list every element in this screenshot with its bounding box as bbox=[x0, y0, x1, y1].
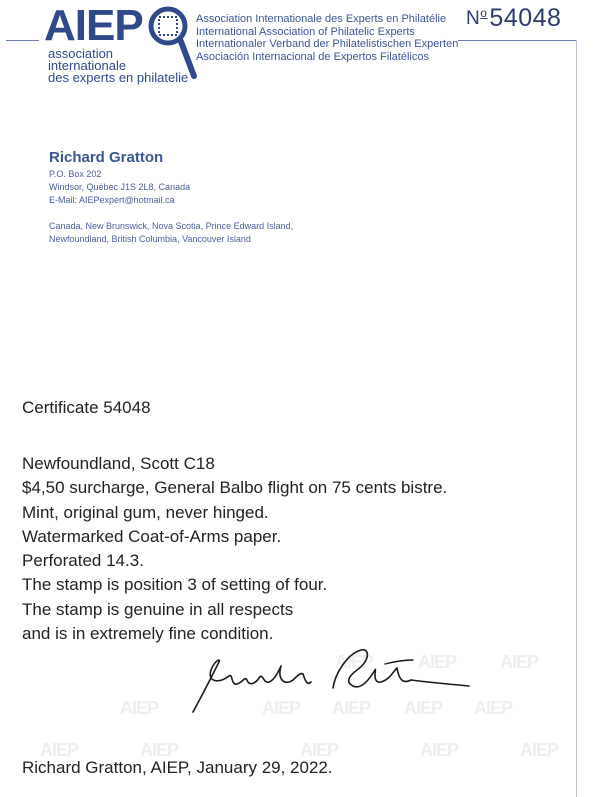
expert-address-line: P.O. Box 202 bbox=[49, 169, 102, 179]
watermark-mark: AIEP bbox=[332, 698, 371, 718]
certificate-body bbox=[22, 452, 447, 646]
association-name-de: Internationaler Verband der Philatelistischen Experten bbox=[196, 38, 459, 50]
watermark-mark: AIEP bbox=[500, 652, 539, 672]
certificate-number-value: 54048 bbox=[489, 4, 562, 32]
certificate-line: The stamp is genuine in all respects bbox=[22, 599, 294, 619]
header-rule-right bbox=[458, 40, 576, 41]
watermark-mark: AIEP bbox=[120, 698, 159, 718]
logo-wordmark: AIEP bbox=[44, 1, 143, 50]
certificate-number bbox=[466, 4, 561, 33]
certificate-line: Mint, original gum, never hinged. bbox=[22, 502, 269, 522]
handwritten-signature bbox=[185, 640, 475, 720]
expert-regions bbox=[49, 220, 293, 246]
association-name-es: Asociación Internacional de Expertos Filatélicos bbox=[196, 50, 429, 63]
number-prefix-o: o bbox=[480, 6, 488, 20]
logo-subtitle-line: internationale bbox=[48, 58, 127, 73]
expert-regions-line: Newfoundland, British Columbia, Vancouver Island bbox=[49, 234, 251, 244]
page-right-rule bbox=[576, 40, 577, 797]
association-name-fr: Association Internationale des Experts en Philatélie bbox=[196, 13, 447, 25]
watermark-mark: AIEP bbox=[262, 698, 301, 718]
certificate-line: $4,50 surcharge, General Balbo flight on 75 cents bistre. bbox=[22, 478, 448, 498]
expert-address bbox=[49, 168, 190, 207]
association-name-en: International Association of Philatelic Experts bbox=[196, 25, 415, 38]
certificate-footer: Richard Gratton, AIEP, January 29, 2022. bbox=[22, 758, 333, 777]
number-prefix: N bbox=[466, 8, 481, 29]
expert-address-line: Windsor, Québec J1S 2L8, Canada bbox=[49, 182, 191, 192]
logo-subtitle-line: des experts en philatelie bbox=[48, 70, 189, 85]
watermark-mark: AIEP bbox=[140, 740, 179, 760]
header-rule-left bbox=[6, 40, 39, 41]
aiep-logo bbox=[44, 1, 194, 85]
watermark-mark: AIEP bbox=[418, 652, 457, 672]
watermark-mark: AIEP bbox=[40, 740, 79, 760]
expert-name: Richard Gratton bbox=[49, 149, 164, 166]
watermark-mark: AIEP bbox=[300, 740, 339, 760]
expert-email: E-Mail: AIEPexpert@hotmail.ca bbox=[49, 195, 175, 205]
logo-subtitle-line: association bbox=[48, 46, 114, 61]
expert-regions-line: Canada, New Brunswick, Nova Scotia, Prince Edward Island, bbox=[49, 221, 294, 231]
certificate-line: and is in extremely fine condition. bbox=[22, 624, 274, 644]
certificate-line: Perforated 14.3. bbox=[22, 551, 144, 571]
watermark-mark: AIEP bbox=[420, 740, 459, 760]
certificate-line: Newfoundland, Scott C18 bbox=[22, 454, 215, 473]
watermark-mark: AIEP bbox=[404, 698, 443, 718]
certificate-line: Watermarked Coat-of-Arms paper. bbox=[22, 526, 282, 546]
watermark-mark: AIEP bbox=[520, 740, 559, 760]
watermark-mark: AIEP bbox=[474, 698, 513, 718]
watermark-mark: AIEP bbox=[335, 652, 374, 672]
certificate-line: The stamp is position 3 of setting of four. bbox=[22, 575, 328, 595]
association-names bbox=[196, 13, 458, 63]
certificate-title: Certificate 54048 bbox=[22, 398, 151, 417]
